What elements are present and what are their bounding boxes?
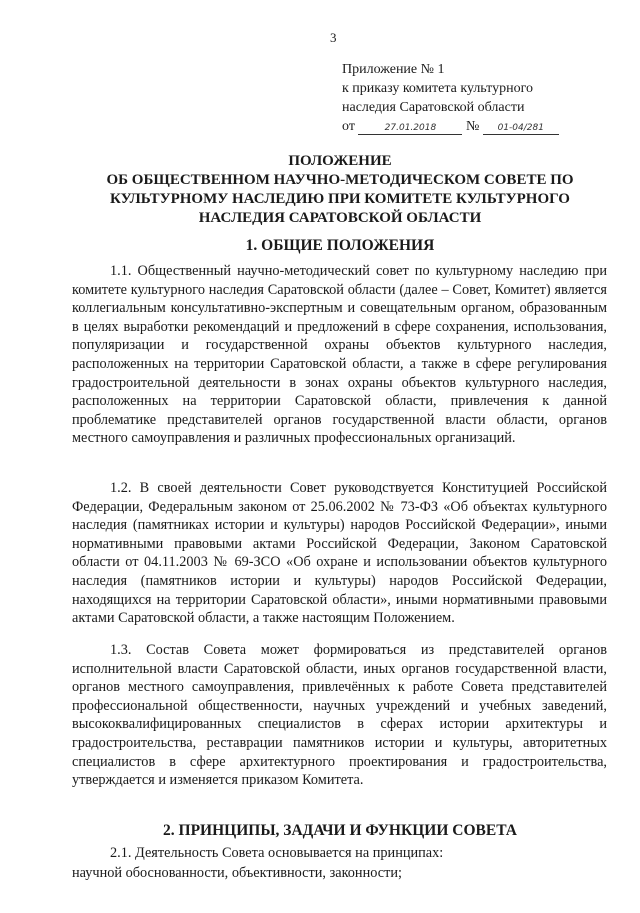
page-number: 3 xyxy=(330,30,337,45)
title-line-2: ОБ ОБЩЕСТВЕННОМ НАУЧНО-МЕТОДИЧЕСКОМ СОВЕТЕ ПО xyxy=(106,172,574,188)
appendix-date-number-line xyxy=(342,117,612,136)
paragraph-2-1-item: научной обоснованности, объективности, законности; xyxy=(72,865,402,881)
title-line-4: НАСЛЕДИЯ САРАТОВСКОЙ ОБЛАСТИ xyxy=(198,210,482,226)
title-line-3: КУЛЬТУРНОМУ НАСЛЕДИЮ ПРИ КОМИТЕТЕ КУЛЬТУРНОГО xyxy=(110,191,570,207)
paragraph-1-1: 1.1. Общественный научно-методический совет по культурному наследию при комитете культурного наследия Саратовской области (далее – Совет, Комитет) является коллегиальным консультативно-экспертным и совещательным органом, образованным в целях выработки рекомендаций и предложений в сфере сохранения, использования, популяризации и государственной охраны объектов культурного наследия, расположенных на территории Саратовской области, а также в сфере регулирования градостроительной деятельности в зонах охраны объектов культурного наследия, расположенных на территории Саратовской области, привлечения к данной проблематике представителей органов государственной власти области, органов местного самоуправления и различных профессиональных организаций. xyxy=(72,263,607,447)
section-2-heading: 2. ПРИНЦИПЫ, ЗАДАЧИ И ФУНКЦИИ СОВЕТА xyxy=(163,822,517,839)
appendix-title: Приложение № 1 xyxy=(342,62,445,77)
appendix-block xyxy=(342,60,612,136)
title-line-1: ПОЛОЖЕНИЕ xyxy=(288,153,392,169)
number-label: № xyxy=(465,119,480,134)
paragraph-1-3: 1.3. Состав Совета может формироваться из представителей органов исполнительной власти Саратовской области, иных органов государственной власти, органов местного самоуправления, привлечённых к работе Совета представителей профессиональной общественности, научных учреждений и учебных заведений, высококвалифицированных специалистов в сферах истории архитектуры и градостроительства, реставрации памятников истории и культуры, авторитетных специалистов в сфере архитектурного проектирования и градостроительства, утверждается и изменяется приказом Комитета. xyxy=(72,642,607,789)
paragraph-2-1: 2.1. Деятельность Совета основывается на принципах: xyxy=(110,845,444,861)
section-1-heading: 1. ОБЩИЕ ПОЛОЖЕНИЯ xyxy=(245,237,435,254)
handwritten-date: 27.01.2018 xyxy=(358,122,462,135)
handwritten-number: 01-04/281 xyxy=(483,122,559,135)
document-title xyxy=(75,152,605,228)
appendix-order-line: к приказу комитета культурного xyxy=(342,81,533,96)
from-label: от xyxy=(342,119,355,134)
appendix-committee-line: наследия Саратовской области xyxy=(342,100,525,115)
paragraph-1-2: 1.2. В своей деятельности Совет руководствуется Конституцией Российской Федерации, Федеральным законом от 25.06.2002 № 73-ФЗ «Об объектах культурного наследия (памятниках истории и культуры) народов Российской Федерации», иными нормативными правовыми актами Российской Федерации, Законом Саратовской области от 04.11.2003 № 69-ЗСО «Об охране и использовании объектов культурного наследия (памятников истории и культуры) народов Российской Федерации, находящихся на территории Саратовской области», иными нормативными правовыми актами Саратовской области, а также настоящим Положением. xyxy=(72,480,607,627)
